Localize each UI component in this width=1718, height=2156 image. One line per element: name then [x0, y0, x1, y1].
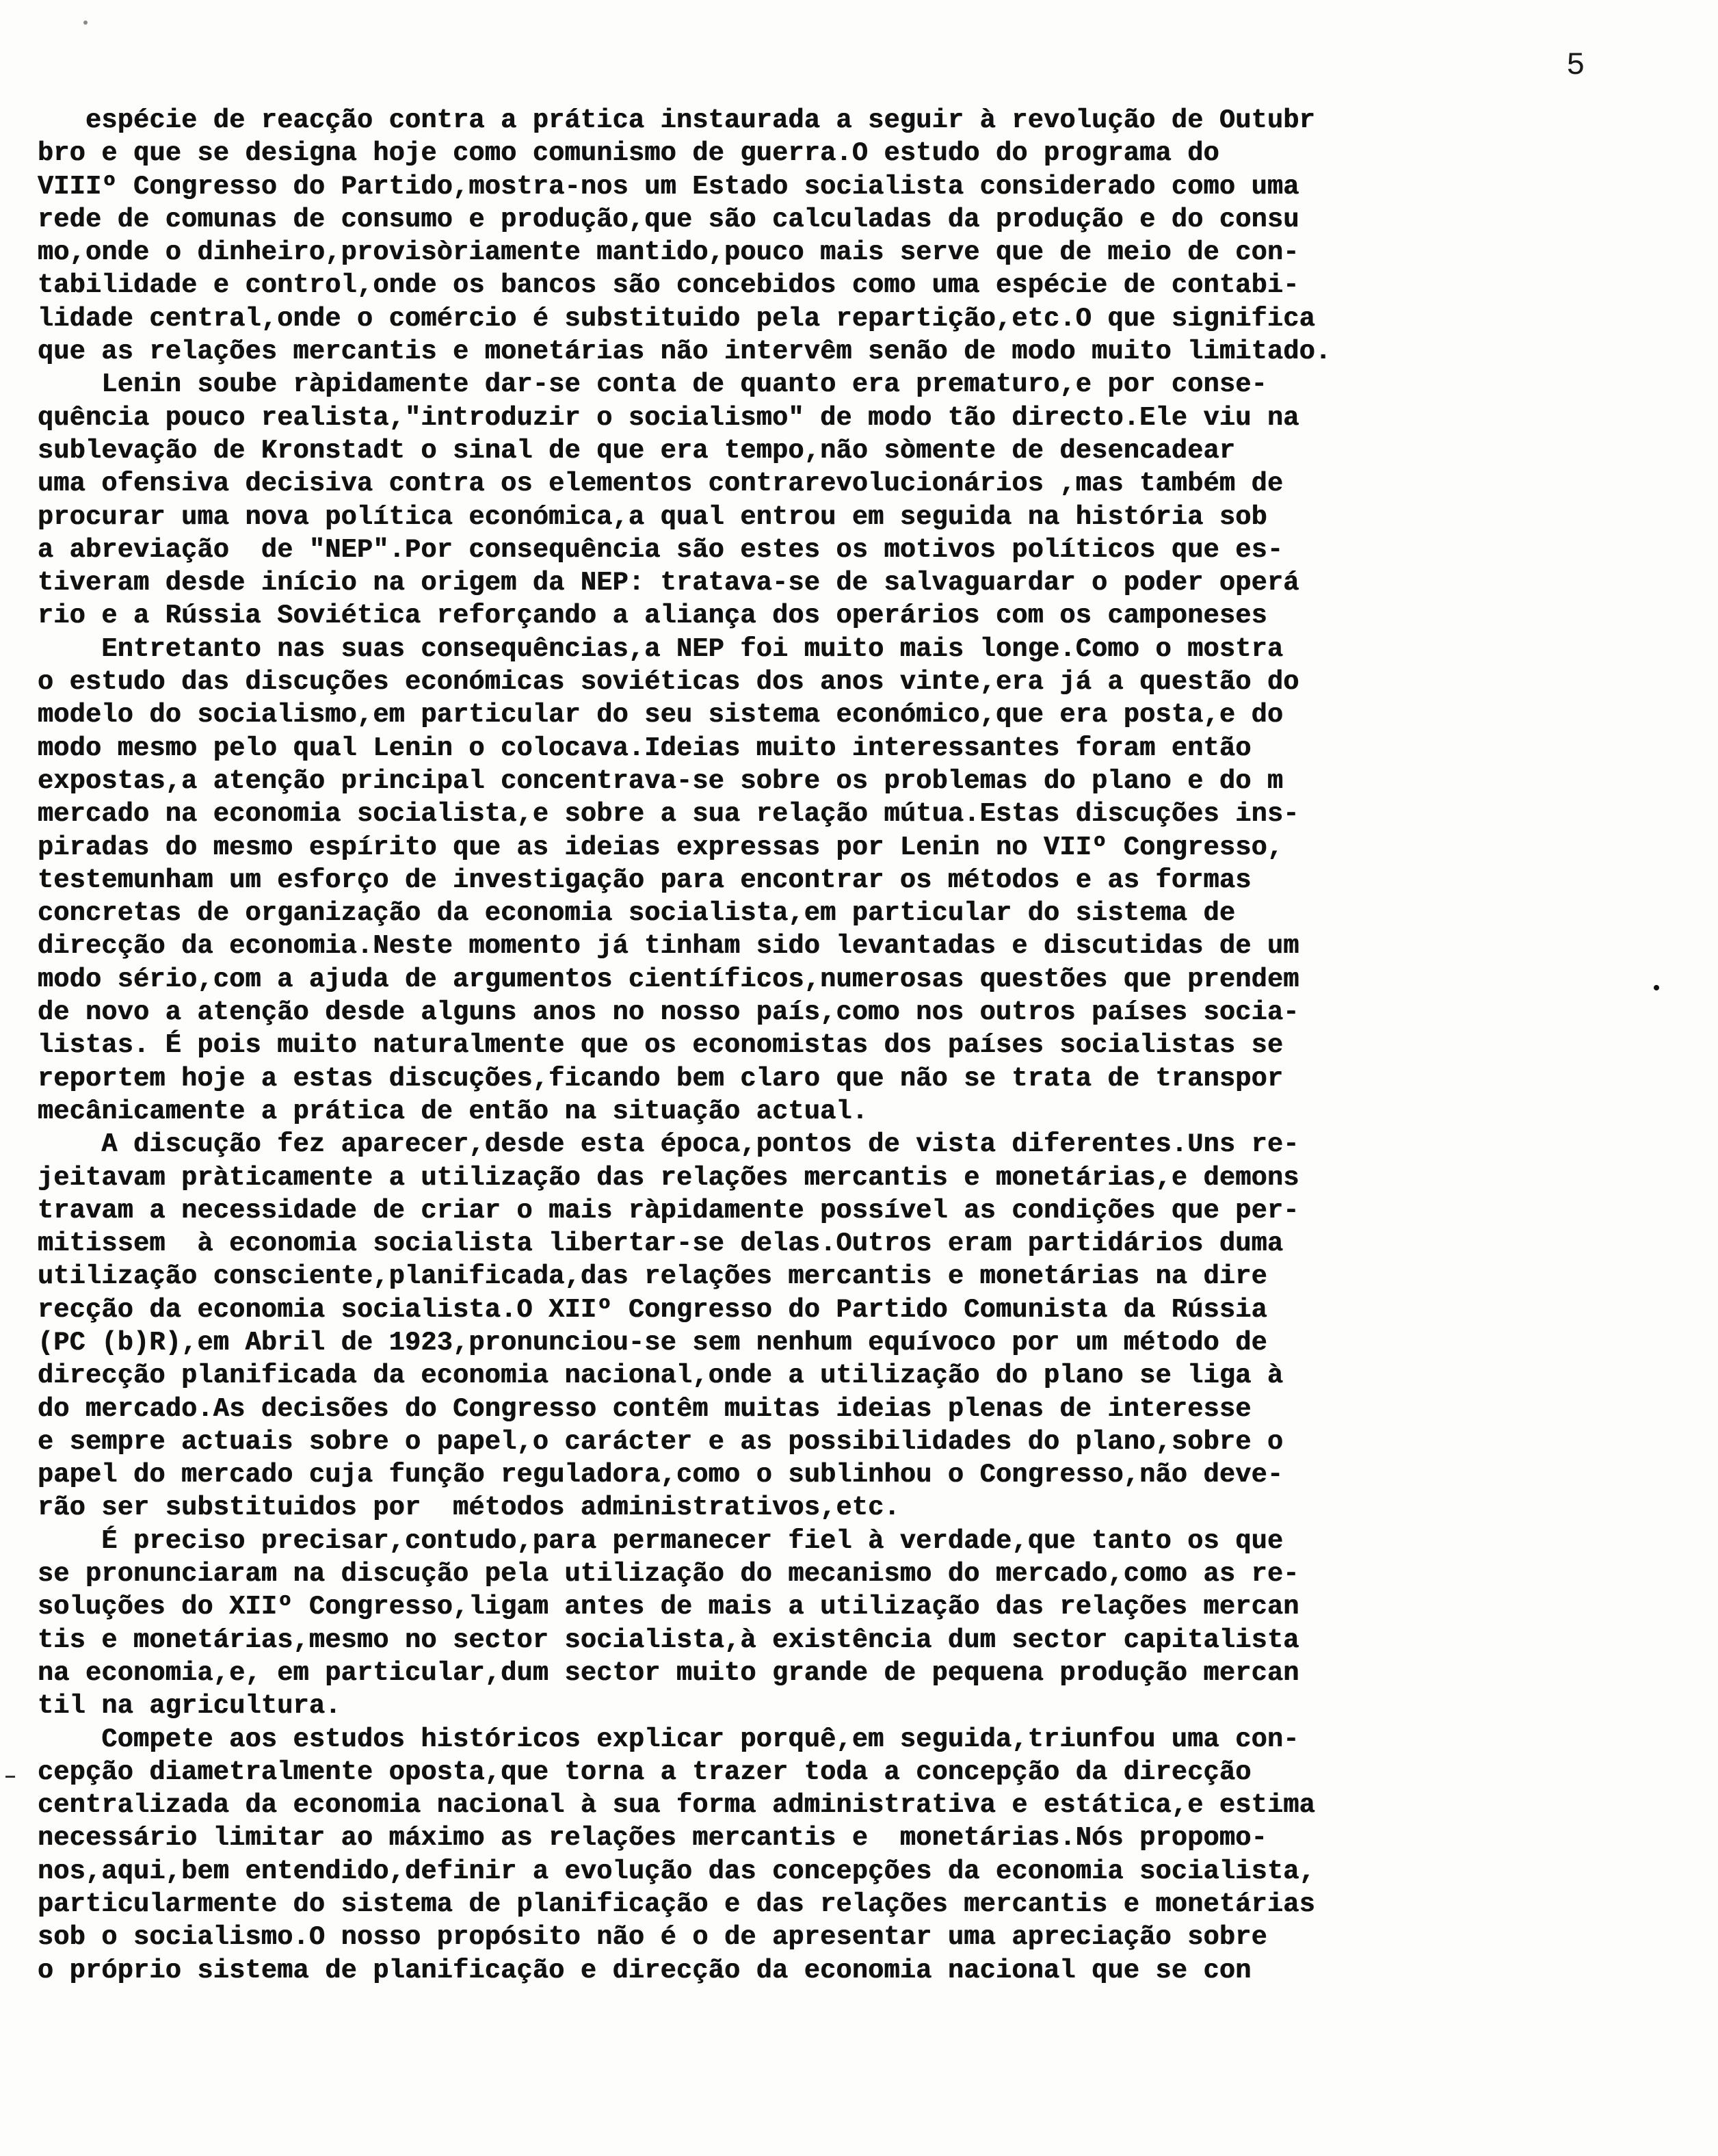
- text-line: tiveram desde início na origem da NEP: tratava-se de salvaguardar o poder operá: [38, 568, 1299, 599]
- text-line: mo,onde o dinheiro,provisòriamente mantido,pouco mais serve que de meio de con-: [38, 237, 1299, 268]
- text-line: sob o socialismo.O nosso propósito não é o de apresentar uma apreciação sobre: [38, 1922, 1267, 1953]
- text-line: rio e a Rússia Soviética reforçando a aliança dos operários com os camponeses: [38, 601, 1267, 631]
- text-line: piradas do mesmo espírito que as ideias expressas por Lenin no VIIº Congresso,: [38, 832, 1284, 863]
- text-line: lidade central,onde o comércio é substituido pela repartição,etc.O que significa: [38, 303, 1316, 334]
- text-line: listas. É pois muito naturalmente que os economistas dos países socialistas se: [38, 1030, 1284, 1061]
- text-line: rão ser substituidos por métodos administrativos,etc.: [38, 1493, 900, 1523]
- text-line: recção da economia socialista.O XIIº Congresso do Partido Comunista da Rússia: [38, 1294, 1267, 1325]
- text-line: cepção diametralmente oposta,que torna a trazer toda a concepção da direcção: [38, 1757, 1252, 1787]
- text-line: e sempre actuais sobre o papel,o carácter e as possibilidades do plano,sobre o: [38, 1426, 1284, 1457]
- text-line: reportem hoje a estas discuções,ficando bem claro que não se trata de transpor: [38, 1063, 1284, 1094]
- text-line: bro e que se designa hoje como comunismo de guerra.O estudo do programa do: [38, 138, 1219, 169]
- text-line: necessário limitar ao máximo as relações mercantis e monetárias.Nós propomo-: [38, 1823, 1267, 1854]
- text-line: de novo a atenção desde alguns anos no nosso país,como nos outros países socia-: [38, 997, 1299, 1028]
- text-line: quência pouco realista,"introduzir o socialismo" de modo tão directo.Ele viu na: [38, 402, 1299, 433]
- text-line: nos,aqui,bem entendido,definir a evolução das concepções da economia socialista,: [38, 1856, 1316, 1886]
- text-line: procurar uma nova política económica,a qual entrou em seguida na história sob: [38, 501, 1267, 532]
- text-line: mecânicamente a prática de então na situação actual.: [38, 1096, 869, 1127]
- margin-tick: [5, 1776, 15, 1778]
- text-line: Entretanto nas suas consequências,a NEP foi muito mais longe.Como o mostra: [38, 633, 1284, 664]
- text-line: do mercado.As decisões do Congresso contêm muitas ideias plenas de interesse: [38, 1393, 1252, 1424]
- text-line: til na agricultura.: [38, 1691, 341, 1722]
- typewritten-body: [38, 104, 1679, 1987]
- text-line: Compete aos estudos históricos explicar porquê,em seguida,triunfou uma con-: [38, 1724, 1299, 1754]
- text-line: (PC (b)R),em Abril de 1923,pronunciou-se sem nenhum equívoco por um método de: [38, 1327, 1267, 1358]
- text-line: rede de comunas de consumo e produção,que são calculadas da produção e do consu: [38, 204, 1299, 235]
- text-line: modelo do socialismo,em particular do seu sistema económico,que era posta,e do: [38, 700, 1284, 731]
- text-line: expostas,a atenção principal concentrava-se sobre os problemas do plano e do m: [38, 765, 1284, 796]
- text-line: A discução fez aparecer,desde esta época,pontos de vista diferentes.Uns re-: [38, 1129, 1299, 1160]
- text-line: o próprio sistema de planificação e direcção da economia nacional que se con: [38, 1955, 1252, 1986]
- text-line: o estudo das discuções económicas soviéticas dos anos vinte,era já a questão do: [38, 667, 1299, 698]
- text-line: tabilidade e control,onde os bancos são concebidos como uma espécie de contabi-: [38, 270, 1299, 301]
- text-line: mitissem à economia socialista libertar-se delas.Outros eram partidários duma: [38, 1228, 1284, 1259]
- text-line: centralizada da economia nacional à sua forma administrativa e estática,e estima: [38, 1790, 1316, 1821]
- text-line: sublevação de Kronstadt o sinal de que era tempo,não sòmente de desencadear: [38, 435, 1236, 466]
- ink-dot: [1654, 985, 1659, 990]
- text-line: direcção planificada da economia nacional,onde a utilização do plano se liga à: [38, 1360, 1284, 1391]
- text-line: VIIIº Congresso do Partido,mostra-nos um Estado socialista considerado como uma: [38, 171, 1299, 202]
- text-line: concretas de organização da economia socialista,em particular do sistema de: [38, 898, 1236, 929]
- text-line: soluções do XIIº Congresso,ligam antes de mais a utilização das relações mercan: [38, 1592, 1299, 1622]
- text-line: utilização consciente,planificada,das relações mercantis e monetárias na dire: [38, 1261, 1267, 1292]
- text-line: testemunham um esforço de investigação para encontrar os métodos e as formas: [38, 865, 1252, 895]
- text-line: modo sério,com a ajuda de argumentos científicos,numerosas questões que prendem: [38, 964, 1299, 995]
- text-line: tis e monetárias,mesmo no sector socialista,à existência dum sector capitalista: [38, 1625, 1299, 1655]
- text-line: papel do mercado cuja função reguladora,como o sublinhou o Congresso,não deve-: [38, 1460, 1284, 1490]
- text-line: jeitavam pràticamente a utilização das relações mercantis e monetárias,e demons: [38, 1162, 1299, 1193]
- text-line: a abreviação de "NEP".Por consequência são estes os motivos políticos que es-: [38, 534, 1284, 565]
- text-line: mercado na economia socialista,e sobre a sua relação mútua.Estas discuções ins-: [38, 799, 1299, 830]
- paper-speck: [83, 21, 88, 25]
- text-line: espécie de reacção contra a prática instaurada a seguir à revolução de Outubr: [38, 105, 1316, 135]
- text-line: que as relações mercantis e monetárias não intervêm senão de modo muito limitado.: [38, 337, 1332, 367]
- text-line: Lenin soube ràpidamente dar-se conta de quanto era prematuro,e por conse-: [38, 369, 1267, 400]
- text-line: É preciso precisar,contudo,para permanecer fiel à verdade,que tanto os que: [38, 1525, 1284, 1556]
- page-number: 5: [1566, 48, 1585, 83]
- text-line: particularmente do sistema de planificação e das relações mercantis e monetárias: [38, 1889, 1316, 1920]
- text-line: uma ofensiva decisiva contra os elementos contrarevolucionários ,mas também de: [38, 469, 1284, 499]
- text-line: se pronunciaram na discução pela utilização do mecanismo do mercado,como as re-: [38, 1559, 1299, 1590]
- text-line: na economia,e, em particular,dum sector muito grande de pequena produção mercan: [38, 1657, 1299, 1688]
- text-line: modo mesmo pelo qual Lenin o colocava.Ideias muito interessantes foram então: [38, 733, 1252, 763]
- text-line: direcção da economia.Neste momento já tinham sido levantadas e discutidas de um: [38, 931, 1299, 962]
- text-line: travam a necessidade de criar o mais ràpidamente possível as condições que per-: [38, 1195, 1299, 1226]
